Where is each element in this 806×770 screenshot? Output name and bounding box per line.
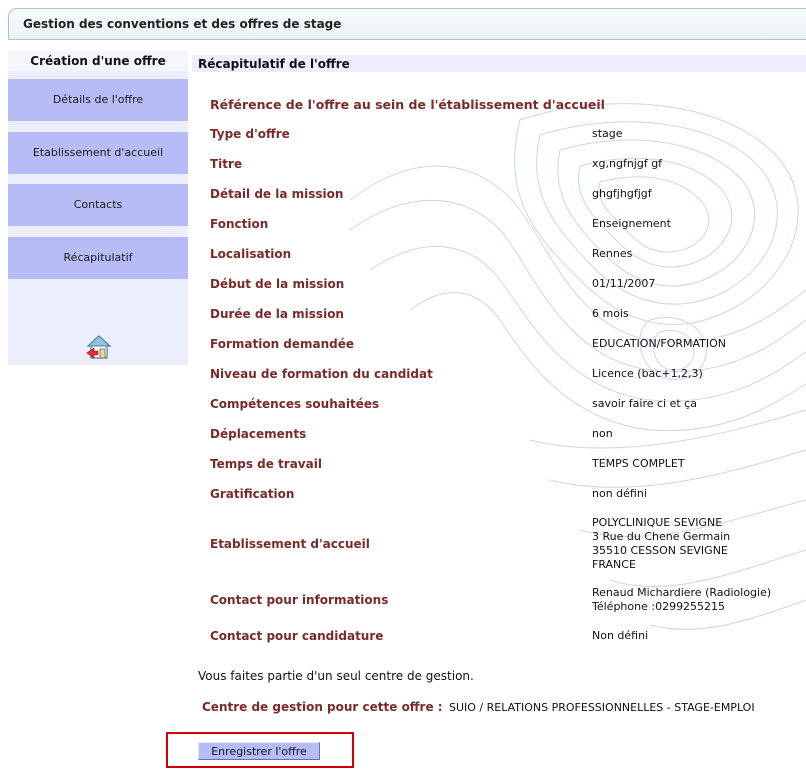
field-label: Gratification [210,487,295,501]
field-label: Contact pour candidature [210,629,384,643]
field-label: Contact pour informations [210,593,389,607]
field-label: Temps de travail [210,457,322,471]
field-value: Non défini [592,629,649,642]
field-value: non [592,427,613,440]
centre-label: Centre de gestion pour cette offre : [202,700,443,714]
sidebar [8,51,188,365]
reference-label: Référence de l'offre au sein de l'établissement d'accueil [210,97,605,112]
centre-value: SUIO / RELATIONS PROFESSIONNELLES - STAGE-EMPLOI [449,701,755,714]
home-icon[interactable] [86,334,112,360]
field-label: Détail de la mission [210,187,344,201]
field-value-contact: Renaud Michardiere (Radiologie) Téléphone :0299255215 [592,586,772,613]
field-value: 6 mois [592,307,629,320]
page-header [8,8,806,40]
sidebar-title: Création d'une offre [8,51,188,71]
page-title: Gestion des conventions et des offres de stage [23,17,342,31]
field-value-address: POLYCLINIQUE SEVIGNE 3 Rue du Chene Germain 35510 CESSON SEVIGNE FRANCE [592,516,731,571]
field-value: Licence (bac+1,2,3) [592,367,703,380]
field-label: Durée de la mission [210,307,344,321]
field-label: Déplacements [210,427,307,441]
field-value: stage [592,127,623,140]
field-value: 01/11/2007 [592,277,656,290]
field-value: ghgfjhgfjgf [592,187,652,200]
field-label: Compétences souhaitées [210,397,380,411]
field-value: EDUCATION/FORMATION [592,337,727,350]
field-label: Niveau de formation du candidat [210,367,433,381]
section-title: Récapitulatif de l'offre [192,55,806,72]
field-value: Rennes [592,247,633,260]
info-text: Vous faites partie d'un seul centre de gestion. [198,669,474,683]
field-value: savoir faire ci et ça [592,397,697,410]
field-value: Enseignement [592,217,671,230]
field-label: Formation demandée [210,337,355,351]
sidebar-item-etablissement[interactable]: Etablissement d'accueil [8,132,188,174]
sidebar-item-details[interactable]: Détails de l'offre [8,79,188,121]
field-value: xg,ngfnjgf gf [592,157,663,170]
sidebar-item-contacts[interactable]: Contacts [8,184,188,226]
field-label: Début de la mission [210,277,345,291]
field-label: Etablissement d'accueil [210,537,370,551]
field-label: Type d'offre [210,127,290,141]
field-value: TEMPS COMPLET [592,457,685,470]
sidebar-item-recapitulatif[interactable]: Récapitulatif [8,237,188,279]
save-offer-button[interactable]: Enregistrer l'offre [198,742,320,760]
field-label: Fonction [210,217,269,231]
field-label: Localisation [210,247,292,261]
field-label: Titre [210,157,243,171]
background-contour-decoration [350,80,806,640]
field-value: non défini [592,487,647,500]
